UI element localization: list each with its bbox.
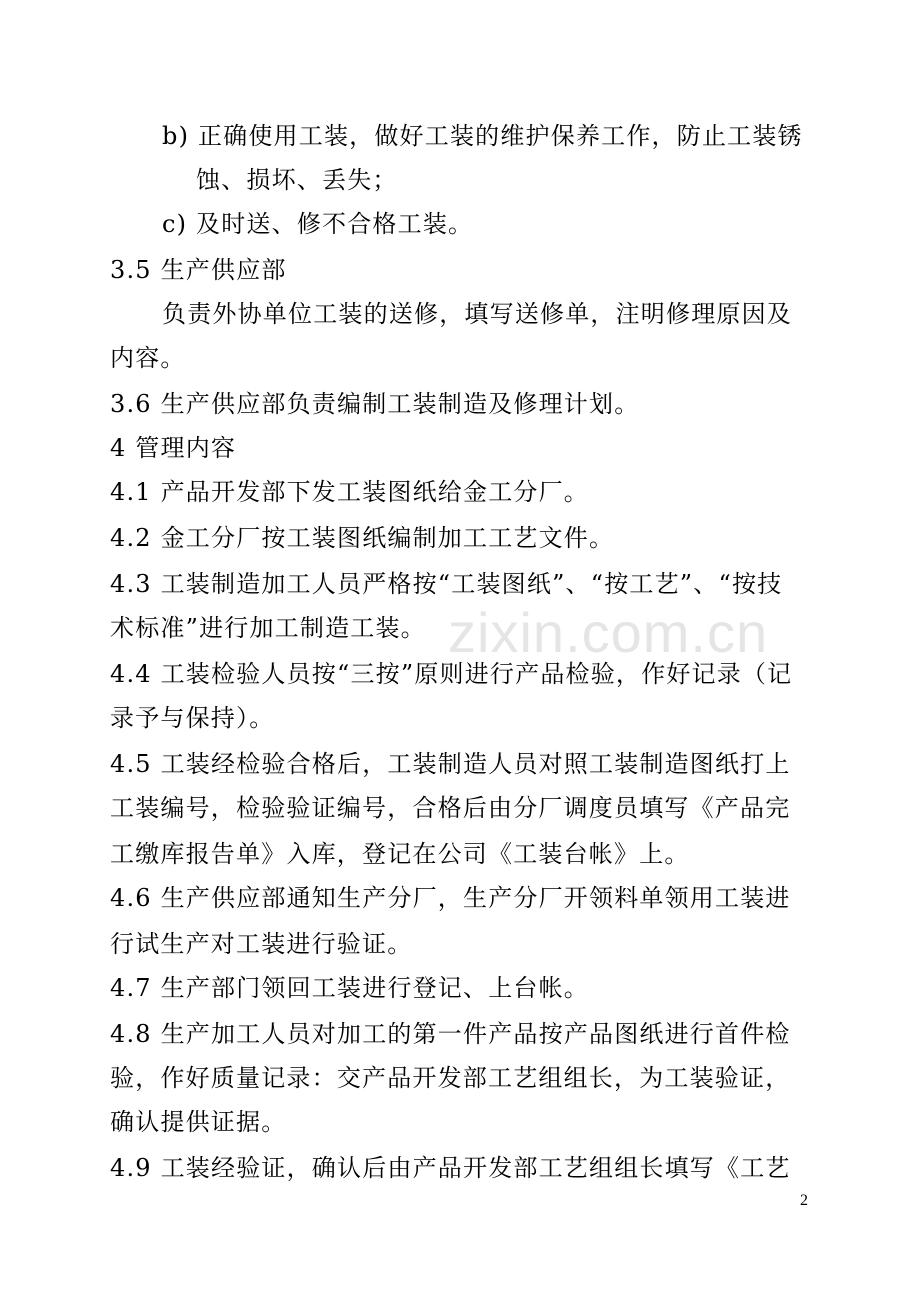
text-line: 蚀、损坏、丢失； (196, 166, 398, 194)
text-line: 工缴库报告单》入库，登记在公司《工装台帐》上。 (110, 840, 690, 868)
page-number: 2 (800, 1192, 808, 1209)
text-line: 4.6 生产供应部通知生产分厂，生产分厂开领料单领用工装进 (110, 884, 791, 912)
text-line: 4.7 生产部门领回工装进行登记、上台帐。 (110, 974, 589, 1002)
section-heading: 3.5 生产供应部 (110, 256, 287, 284)
text-line: 内容。 (110, 344, 186, 372)
text-line: 4.2 金工分厂按工装图纸编制加工工艺文件。 (110, 524, 615, 552)
text-line: 4.1 产品开发部下发工装图纸给金工分厂。 (110, 478, 589, 506)
text-line: 4.8 生产加工人员对加工的第一件产品按产品图纸进行首件检 (110, 1020, 791, 1048)
text-line: 4.3 工装制造加工人员严格按“工装图纸”、“按工艺”、“按技 (110, 570, 783, 598)
text-line: 4.5 工装经检验合格后，工装制造人员对照工装制造图纸打上 (110, 750, 791, 778)
text-line: 4.4 工装检验人员按“三按”原则进行产品检验，作好记录（记 (110, 660, 793, 688)
text-line: 录予与保持）。 (110, 704, 275, 732)
text-line: c) 及时送、修不合格工装。 (162, 210, 474, 238)
text-line: 验，作好质量记录：交产品开发部工艺组组长，为工装验证， (110, 1064, 791, 1092)
text-line: 工装编号，检验验证编号，合格后由分厂调度员填写《产品完 (110, 794, 791, 822)
text-line: 术标准”进行加工制造工装。 (110, 614, 426, 642)
text-line: 4.9 工装经验证，确认后由产品开发部工艺组组长填写《工艺 (110, 1154, 791, 1182)
text-line: 行试生产对工装进行验证。 (110, 930, 413, 958)
section-heading: 4 管理内容 (110, 434, 237, 462)
watermark: zixin.com.cn (448, 601, 769, 664)
text-line: 3.6 生产供应部负责编制工装制造及修理计划。 (110, 390, 640, 418)
text-line: b) 正确使用工装，做好工装的维护保养工作，防止工装锈 (162, 122, 803, 150)
text-line: 确认提供证据。 (110, 1108, 287, 1136)
text-line: 负责外协单位工装的送修，填写送修单，注明修理原因及 (162, 300, 792, 328)
